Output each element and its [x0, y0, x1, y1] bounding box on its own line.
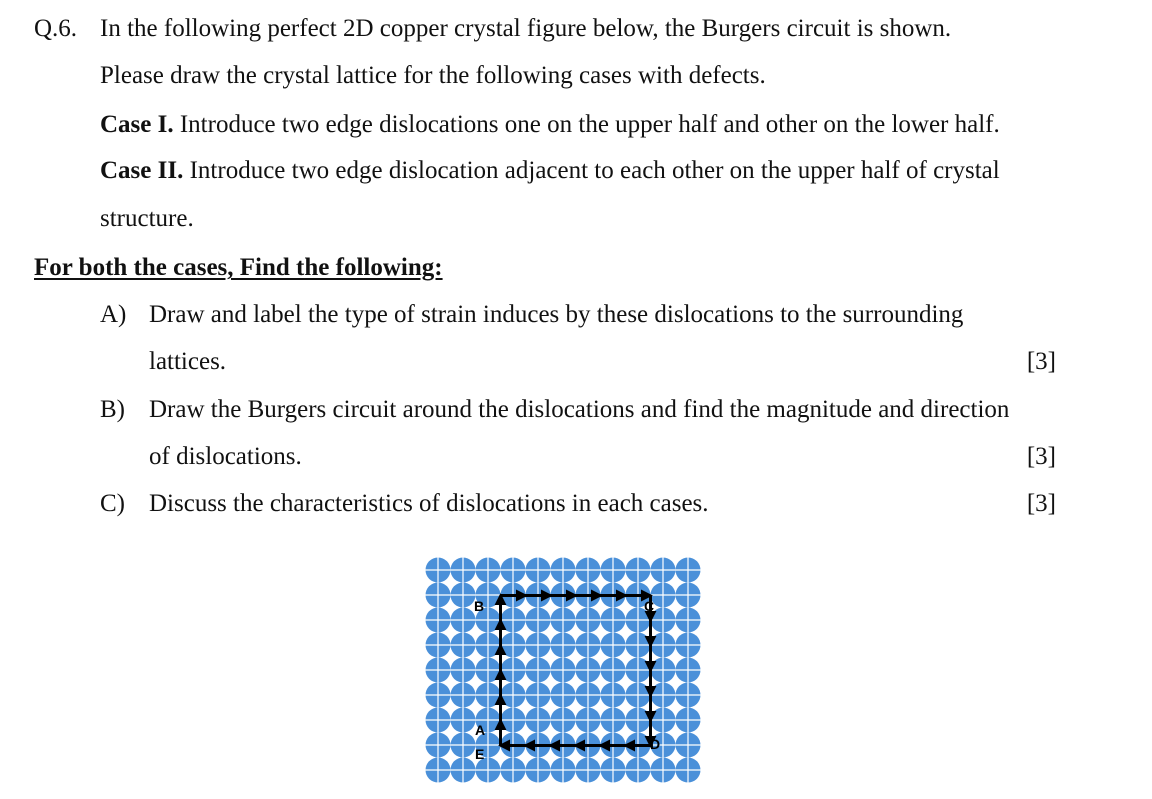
atom: [576, 633, 601, 658]
atom: [526, 608, 551, 633]
atom: [676, 583, 701, 608]
atom: [626, 658, 651, 683]
atom: [426, 608, 451, 633]
atom: [526, 633, 551, 658]
atom: [651, 683, 676, 708]
atom: [676, 708, 701, 733]
atom: [551, 608, 576, 633]
atom: [426, 758, 451, 783]
item-c-marks: [3]: [1026, 490, 1056, 517]
atom: [426, 733, 451, 758]
atom: [451, 758, 476, 783]
atom: [626, 683, 651, 708]
atom: [576, 708, 601, 733]
atom: [626, 758, 651, 783]
atom: [651, 633, 676, 658]
item-a-text-line-1: Draw and label the type of strain induces by these dislocations to the surrounding: [149, 301, 964, 328]
atom: [501, 708, 526, 733]
atom: [501, 558, 526, 583]
atom: [451, 708, 476, 733]
atom: [551, 758, 576, 783]
atom: [651, 583, 676, 608]
atom: [576, 608, 601, 633]
atom: [501, 758, 526, 783]
atom: [576, 683, 601, 708]
label-e: E: [475, 746, 485, 762]
item-b-text-line-1: Draw the Burgers circuit around the dislocations and find the magnitude and direction: [149, 396, 1010, 423]
atom: [526, 708, 551, 733]
atom: [651, 658, 676, 683]
atom: [451, 608, 476, 633]
atom: [526, 558, 551, 583]
atom: [451, 633, 476, 658]
atom: [676, 558, 701, 583]
atom: [601, 633, 626, 658]
section-heading: For both the cases, Find the following:: [34, 254, 443, 281]
case-2-continuation: structure.: [100, 205, 194, 232]
atom: [426, 633, 451, 658]
atom: [651, 708, 676, 733]
case-1-text: Introduce two edge dislocations one on the upper half and other on the lower half.: [173, 111, 1000, 138]
atom: [426, 658, 451, 683]
atom: [451, 733, 476, 758]
intro-line-2: Please draw the crystal lattice for the following cases with defects.: [100, 62, 766, 89]
atom: [476, 658, 501, 683]
case-2-text: Introduce two edge dislocation adjacent to each other on the upper half of crystal: [183, 157, 1000, 184]
atom: [501, 633, 526, 658]
atom: [451, 658, 476, 683]
case-2-label: Case II.: [100, 157, 184, 184]
atom: [601, 683, 626, 708]
atom: [651, 608, 676, 633]
atom: [476, 633, 501, 658]
atom: [526, 758, 551, 783]
item-c-label: C): [100, 490, 125, 517]
atom: [576, 658, 601, 683]
atom: [426, 683, 451, 708]
label-d: D: [650, 736, 661, 752]
intro-line-1: In the following perfect 2D copper crystal figure below, the Burgers circuit is shown.: [100, 15, 952, 42]
atom: [601, 558, 626, 583]
item-c-text-line-1: Discuss the characteristics of dislocations in each cases.: [149, 490, 709, 517]
item-b-label: B): [100, 396, 125, 423]
atom: [676, 608, 701, 633]
atom: [426, 583, 451, 608]
label-b: B: [474, 598, 485, 614]
atom: [676, 758, 701, 783]
atom: [426, 558, 451, 583]
atom: [551, 708, 576, 733]
case-1: [100, 110, 1000, 140]
case-1-label: Case I.: [100, 111, 174, 138]
case-2: [100, 156, 1000, 186]
item-a-label: A): [100, 301, 127, 328]
atom: [601, 608, 626, 633]
question-number: Q.6.: [34, 15, 78, 42]
atom: [526, 683, 551, 708]
atom: [551, 683, 576, 708]
atom: [551, 558, 576, 583]
atom: [451, 683, 476, 708]
atom: [576, 758, 601, 783]
atom: [626, 708, 651, 733]
atom: [626, 633, 651, 658]
atom: [651, 558, 676, 583]
atom: [601, 658, 626, 683]
atom: [501, 683, 526, 708]
atom: [526, 658, 551, 683]
item-b-text-line-2: of dislocations.: [149, 443, 302, 470]
label-c: C: [644, 598, 655, 614]
atom: [451, 583, 476, 608]
atom: [451, 558, 476, 583]
atom: [476, 683, 501, 708]
atom: [576, 558, 601, 583]
atom: [676, 683, 701, 708]
atom: [626, 558, 651, 583]
atom: [426, 708, 451, 733]
burgers-circuit-figure: [424, 551, 714, 791]
atom: [676, 633, 701, 658]
atom: [676, 658, 701, 683]
atom: [501, 658, 526, 683]
atom: [676, 733, 701, 758]
atom: [551, 658, 576, 683]
atom: [476, 558, 501, 583]
label-a: A: [475, 722, 486, 738]
atom: [551, 633, 576, 658]
atom: [601, 708, 626, 733]
atom: [601, 758, 626, 783]
atom: [651, 758, 676, 783]
atom: [501, 608, 526, 633]
item-b-marks: [3]: [1026, 443, 1056, 470]
item-a-marks: [3]: [1026, 348, 1056, 375]
item-a-text-line-2: lattices.: [149, 348, 227, 375]
